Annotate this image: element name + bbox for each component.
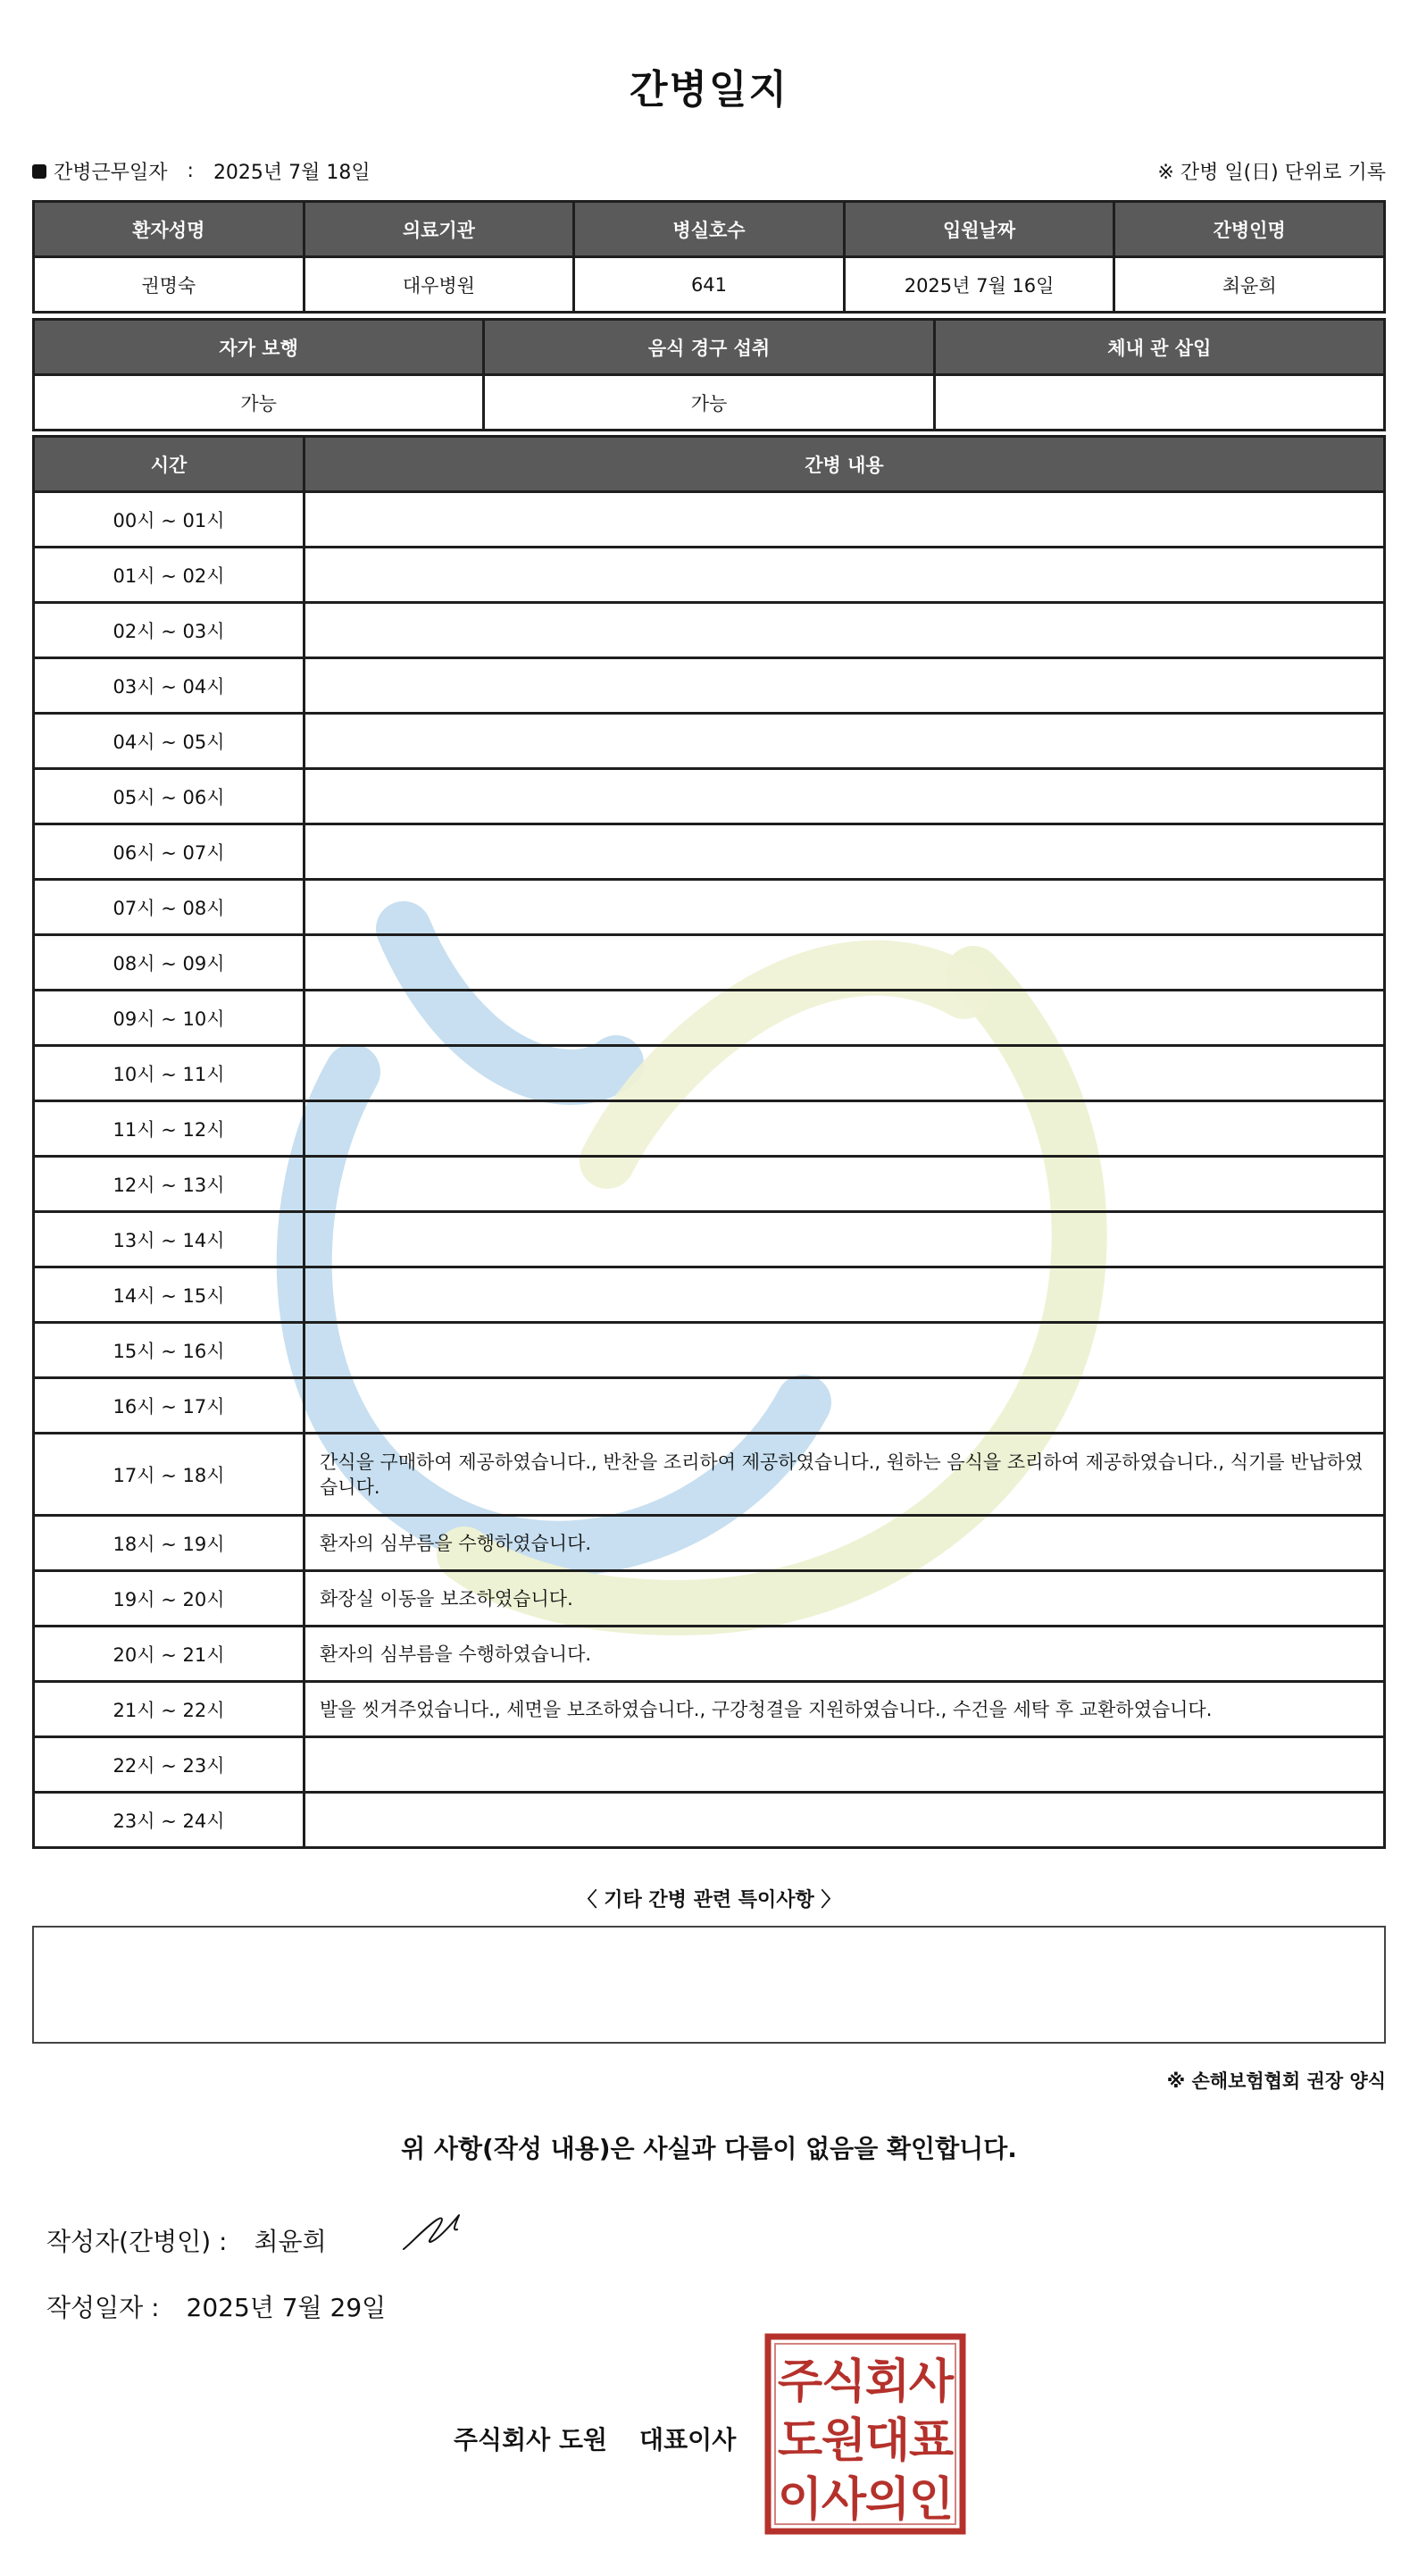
care-content-cell <box>304 1378 1385 1434</box>
care-content-cell <box>304 1793 1385 1848</box>
seal-glyph: 대 <box>864 2414 911 2468</box>
time-slot-cell: 08시 ~ 09시 <box>34 935 304 991</box>
handwritten-signature <box>400 2210 477 2254</box>
time-slot-cell: 09시 ~ 10시 <box>34 991 304 1046</box>
care-content-cell: 환자의 심부름을 수행하였습니다. <box>304 1516 1385 1571</box>
seal-glyph: 원 <box>821 2414 867 2468</box>
care-content-cell <box>304 1157 1385 1212</box>
seal-glyph: 사 <box>821 2473 867 2527</box>
seal-glyph: 표 <box>908 2414 955 2468</box>
writer-label: 작성자(간병인) : <box>46 2227 228 2256</box>
table-row <box>34 880 1385 935</box>
table-row <box>34 1212 1385 1267</box>
table-row <box>34 1267 1385 1323</box>
care-content-cell: 발을 씻겨주었습니다., 세면을 보조하였습니다., 구강청결을 지원하였습니다., 수건을 세탁 후 교환하였습니다. <box>304 1682 1385 1737</box>
patient-info-table <box>32 200 1386 314</box>
page-title: 간병일지 <box>629 67 788 113</box>
table-row <box>34 492 1385 548</box>
work-date-value: 2025년 7월 18일 <box>213 162 371 184</box>
company-name: 주식회사 도원 <box>454 2425 608 2455</box>
time-slot-cell: 04시 ~ 05시 <box>34 714 304 769</box>
caregiver-name-value: 최윤희 <box>1114 257 1385 313</box>
table-row <box>34 1627 1385 1682</box>
status-value-row <box>34 375 1385 431</box>
writer-line <box>46 2222 327 2258</box>
header-tube-insertion: 체내 관 삽입 <box>934 320 1384 375</box>
header-oral-intake: 음식 경구 섭취 <box>484 320 934 375</box>
remarks-box <box>32 1926 1386 2044</box>
care-content-cell <box>304 1267 1385 1323</box>
company-role: 대표이사 <box>639 2425 737 2455</box>
care-content-cell <box>304 824 1385 880</box>
table-row <box>34 1046 1385 1101</box>
table-row <box>34 824 1385 880</box>
seal-glyph: 사 <box>908 2355 955 2409</box>
table-row <box>34 1571 1385 1627</box>
care-content-cell <box>304 935 1385 991</box>
time-slot-cell: 11시 ~ 12시 <box>34 1101 304 1157</box>
work-date-group <box>32 157 371 185</box>
table-row <box>34 658 1385 714</box>
care-content-cell <box>304 991 1385 1046</box>
care-content-cell <box>304 658 1385 714</box>
time-slot-cell: 20시 ~ 21시 <box>34 1627 304 1682</box>
company-seal-stamp <box>764 2333 966 2535</box>
company-line <box>454 2421 736 2456</box>
info-value-row <box>34 257 1385 313</box>
table-row <box>34 769 1385 824</box>
table-row <box>34 1101 1385 1157</box>
seal-glyph: 회 <box>864 2355 911 2409</box>
time-slot-cell: 10시 ~ 11시 <box>34 1046 304 1101</box>
meta-row <box>32 157 1386 186</box>
time-slot-cell: 15시 ~ 16시 <box>34 1323 304 1378</box>
admission-date-value: 2025년 7월 16일 <box>844 257 1114 313</box>
header-self-walking: 자가 보행 <box>34 320 484 375</box>
written-date-value: 2025년 7월 29일 <box>186 2293 387 2322</box>
care-content-cell <box>304 769 1385 824</box>
table-row <box>34 935 1385 991</box>
care-content-cell <box>304 492 1385 548</box>
care-content-cell <box>304 880 1385 935</box>
header-admission-date: 입원날짜 <box>844 202 1114 257</box>
table-row <box>34 1434 1385 1516</box>
time-slot-cell: 02시 ~ 03시 <box>34 603 304 658</box>
care-content-cell <box>304 1323 1385 1378</box>
tube-insertion-value <box>934 375 1384 431</box>
seal-glyph: 도 <box>777 2414 823 2468</box>
seal-glyph: 의 <box>864 2473 911 2527</box>
table-row <box>34 1516 1385 1571</box>
time-slot-cell: 00시 ~ 01시 <box>34 492 304 548</box>
time-slot-cell: 18시 ~ 19시 <box>34 1516 304 1571</box>
table-row <box>34 1682 1385 1737</box>
room-number-value: 641 <box>574 257 845 313</box>
seal-glyph: 주 <box>777 2355 823 2409</box>
care-content-cell <box>304 714 1385 769</box>
time-slot-cell: 06시 ~ 07시 <box>34 824 304 880</box>
written-date-label: 작성일자 : <box>46 2293 160 2322</box>
header-care-content: 간병 내용 <box>304 437 1385 492</box>
seal-glyph: 이 <box>777 2473 823 2527</box>
patient-name-value: 권명숙 <box>34 257 304 313</box>
time-slot-cell: 21시 ~ 22시 <box>34 1682 304 1737</box>
written-date-line <box>46 2288 386 2324</box>
table-row <box>34 1737 1385 1793</box>
table-row <box>34 603 1385 658</box>
care-content-cell: 환자의 심부름을 수행하였습니다. <box>304 1627 1385 1682</box>
oral-intake-value: 가능 <box>484 375 934 431</box>
care-log-table <box>32 435 1386 1849</box>
care-content-cell: 화장실 이동을 보조하였습니다. <box>304 1571 1385 1627</box>
time-slot-cell: 12시 ~ 13시 <box>34 1157 304 1212</box>
table-row <box>34 548 1385 603</box>
info-header-row <box>34 202 1385 257</box>
time-slot-cell: 07시 ~ 08시 <box>34 880 304 935</box>
care-content-cell <box>304 548 1385 603</box>
time-slot-cell: 23시 ~ 24시 <box>34 1793 304 1848</box>
remarks-title: 〈 기타 간병 관련 특이사항 〉 <box>577 1889 841 1911</box>
time-slot-cell: 19시 ~ 20시 <box>34 1571 304 1627</box>
table-row <box>34 1157 1385 1212</box>
record-unit-note: ※ 간병 일(日) 단위로 기록 <box>1157 162 1386 184</box>
square-bullet-icon <box>32 164 46 179</box>
self-walking-value: 가능 <box>34 375 484 431</box>
care-content-cell <box>304 1737 1385 1793</box>
header-hospital: 의료기관 <box>304 202 574 257</box>
header-caregiver-name: 간병인명 <box>1114 202 1385 257</box>
header-time: 시간 <box>34 437 304 492</box>
seal-glyph: 인 <box>908 2473 955 2527</box>
patient-status-table <box>32 318 1386 431</box>
log-header-row <box>34 437 1385 492</box>
header-patient-name: 환자성명 <box>34 202 304 257</box>
care-content-cell <box>304 1046 1385 1101</box>
table-row <box>34 991 1385 1046</box>
status-header-row <box>34 320 1385 375</box>
work-date-label: 간병근무일자 <box>54 162 168 184</box>
hospital-value: 대우병원 <box>304 257 574 313</box>
care-content-cell <box>304 1212 1385 1267</box>
confirmation-statement: 위 사항(작성 내용)은 사실과 다름이 없음을 확인합니다. <box>401 2134 1017 2163</box>
time-slot-cell: 22시 ~ 23시 <box>34 1737 304 1793</box>
writer-name: 최윤희 <box>254 2227 327 2256</box>
work-date-colon: : <box>187 160 194 182</box>
header-room-number: 병실호수 <box>574 202 845 257</box>
time-slot-cell: 17시 ~ 18시 <box>34 1434 304 1516</box>
time-slot-cell: 14시 ~ 15시 <box>34 1267 304 1323</box>
table-row <box>34 714 1385 769</box>
care-content-cell <box>304 1101 1385 1157</box>
table-row <box>34 1378 1385 1434</box>
care-content-cell <box>304 603 1385 658</box>
table-row <box>34 1793 1385 1848</box>
recommended-form-note: ※ 손해보험협회 권장 양식 <box>1166 2070 1386 2092</box>
time-slot-cell: 01시 ~ 02시 <box>34 548 304 603</box>
time-slot-cell: 13시 ~ 14시 <box>34 1212 304 1267</box>
table-row <box>34 1323 1385 1378</box>
time-slot-cell: 03시 ~ 04시 <box>34 658 304 714</box>
time-slot-cell: 16시 ~ 17시 <box>34 1378 304 1434</box>
seal-glyph: 식 <box>821 2355 867 2409</box>
care-content-cell: 간식을 구매하여 제공하였습니다., 반찬을 조리하여 제공하였습니다., 원하는 음식을 조리하여 제공하였습니다., 식기를 반납하였습니다. <box>304 1434 1385 1516</box>
time-slot-cell: 05시 ~ 06시 <box>34 769 304 824</box>
